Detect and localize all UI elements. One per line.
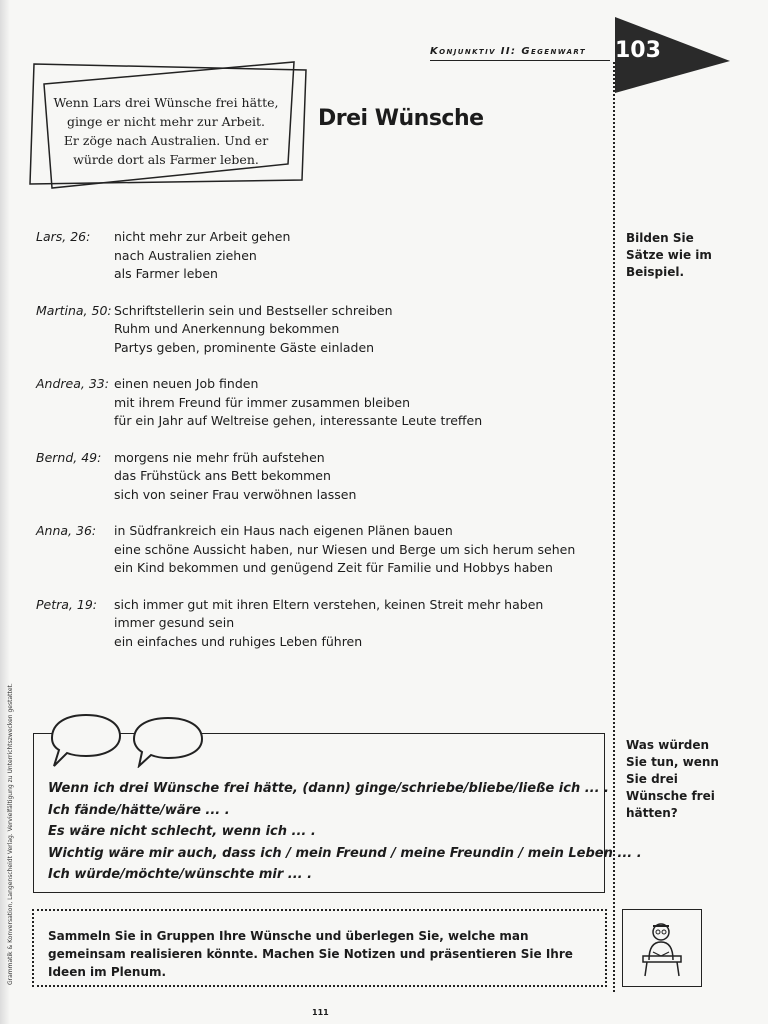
wish-line: immer gesund sein [114,615,235,630]
footer-page-number: 111 [312,1008,329,1017]
intro-line: Wenn Lars drei Wünsche frei hätte, [53,95,279,110]
phrase-line: Es wäre nicht schlecht, wenn ich ... . [48,824,316,839]
list-item [36,302,606,358]
copyright-credit: Grammatik & Konversation, Langenscheidt Verlag. Vervielfältigung zu Unterrichtszwecken gestattet. [7,683,14,985]
list-item [36,375,606,431]
list-item [36,228,606,284]
page-number: 103 [615,38,661,63]
wish-line: sich von seiner Frau verwöhnen lassen [114,486,357,502]
intro-line: würde dort als Farmer leben. [73,152,259,167]
list-item [36,596,606,652]
wish-line: nicht mehr zur Arbeit gehen [114,229,291,244]
wish-list [36,228,606,669]
phrase-line: Wichtig wäre mir auch, dass ich / mein Freund / meine Freundin / mein Leben ... . [48,845,642,861]
person-label: Petra, 19: [36,596,97,612]
chapter-heading: Konjunktiv II: Gegenwart [430,46,587,57]
task-instruction: Sammeln Sie in Gruppen Ihre Wünsche und überlegen Sie, welche man gemeinsam realisieren könnte. Machen Sie Notizen und präsentieren Sie Ihre Ideen im Plenum. [48,929,573,979]
wish-line: eine schöne Aussicht haben, nur Wiesen und Berge um sich herum sehen [114,541,576,557]
wish-line: ein einfaches und ruhiges Leben führen [114,633,363,649]
phrase-line: Ich fände/hätte/wäre ... . [48,802,230,818]
wish-line: das Frühstück ans Bett bekommen [114,468,331,483]
wish-line: in Südfrankreich ein Haus nach eigenen Plänen bauen [114,523,453,538]
intro-line: Er zöge nach Australien. Und er [63,133,269,148]
intro-example [52,93,280,169]
wish-line: sich immer gut mit ihren Eltern verstehen, keinen Streit mehr haben [114,596,544,612]
wish-line: einen neuen Job finden [114,376,259,391]
wish-line: Partys geben, prominente Gäste einladen [114,339,375,355]
person-label: Lars, 26: [36,229,91,244]
intro-line: ginge er nicht mehr zur Arbeit. [66,114,266,129]
wish-line: ein Kind bekommen und genügend Zeit für Familie und Hobbys haben [114,560,553,575]
side-instruction-sentences: Bilden Sie Sätze wie im Beispiel. [626,231,712,279]
phrase-line: Wenn ich drei Wünsche frei hätte, (dann) ginge/schriebe/bliebe/ließe ich ... . [48,781,609,796]
person-at-desk-icon [622,909,702,987]
wish-line: als Farmer leben [114,266,218,281]
wish-line: morgens nie mehr früh aufstehen [114,449,325,465]
wish-line: Schriftstellerin sein und Bestseller schreiben [114,302,393,318]
list-item [36,449,606,505]
person-label: Andrea, 33: [36,376,109,391]
side-instruction-question: Was würden Sie tun, wenn Sie drei Wünsche frei hätten? [626,738,719,820]
phrase-line: Ich würde/möchte/wünschte mir ... . [48,867,313,882]
wish-line: für ein Jahr auf Weltreise gehen, interessante Leute treffen [114,413,483,428]
page-title: Drei Wünsche [318,106,484,131]
person-label: Martina, 50: [36,302,112,318]
person-label: Anna, 36: [36,523,97,538]
list-item [36,522,606,578]
wish-line: mit ihrem Freund für immer zusammen bleiben [114,394,410,410]
wish-line: nach Australien ziehen [114,247,257,263]
speech-phrases [48,778,642,886]
person-label: Bernd, 49: [36,449,102,465]
wish-line: Ruhm und Anerkennung bekommen [114,321,340,336]
speech-bubbles-icon [44,712,214,768]
header-rule [430,60,610,61]
